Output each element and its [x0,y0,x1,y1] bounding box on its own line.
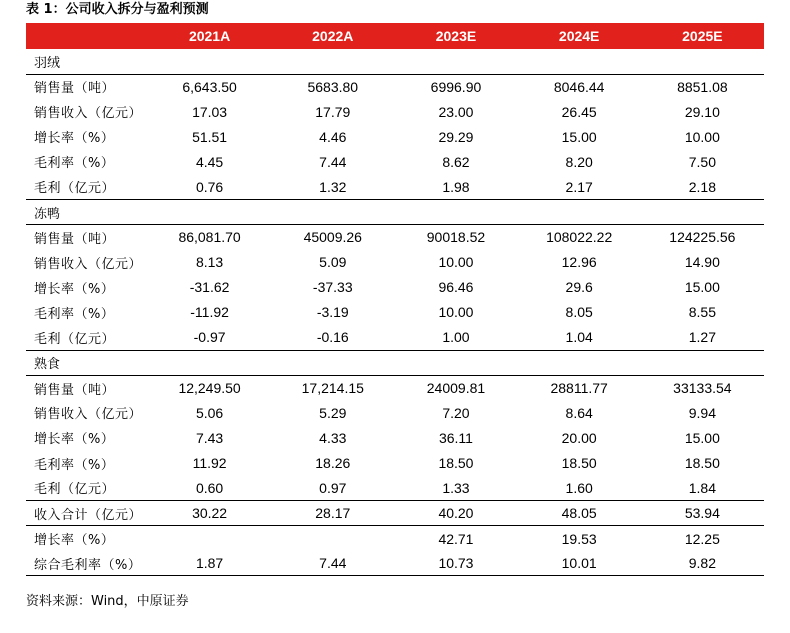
table-cell: 10.00 [438,304,474,321]
table-cell: 108022.22 [546,229,613,246]
table-cell: 0.76 [148,174,271,199]
row-label: 销售量（吨） [34,81,116,97]
table-cell: 10.00 [684,128,720,145]
table-cell: 36.11 [438,429,473,446]
table-cell: 7.20 [442,404,470,421]
table-cell: 15.00 [561,128,597,145]
table-cell: 2.17 [518,174,641,199]
table-row [26,124,764,149]
row-label: 毛利（亿元） [26,325,148,350]
table-row [26,551,764,576]
table-cell: 8.55 [688,304,716,321]
table-row [26,275,764,300]
table-cell: 8.13 [195,254,224,271]
row-label: 销售收入（亿元） [34,256,143,272]
table-cell: 8851.08 [677,78,728,95]
table-cell: 1.04 [518,325,641,350]
table-cell: 6996.90 [430,78,482,95]
column-header: 2021A [148,23,271,49]
table-cell: 28.17 [271,501,394,526]
row-label: 增长率（%） [34,281,115,297]
table-cell: 8046.44 [553,78,605,95]
table-cell: 17.79 [315,103,351,120]
table-cell: 29.29 [438,128,474,145]
table-row [26,250,764,275]
table-cell: 53.94 [641,501,764,526]
table-cell: 29.10 [684,103,720,120]
table-cell: 24009.81 [426,380,486,397]
table-cell: 7.44 [319,153,347,170]
table-cell: 45009.26 [303,229,362,246]
table-cell: 1.84 [641,476,764,501]
column-header: 2022A [271,23,394,49]
table-cell: 7.50 [688,153,716,170]
table-cell: 10.73 [394,551,517,576]
table-cell: -0.16 [271,325,394,350]
row-label: 销售收入（亿元） [34,106,143,122]
row-label: 收入合计（亿元） [26,501,148,526]
table-cell: 14.90 [684,254,720,271]
table-cell: 1.87 [148,551,271,576]
table-cell: 5.09 [319,254,347,271]
row-label: 毛利率（%） [34,457,115,473]
section-row [26,350,764,375]
table-cell: 18.50 [438,455,474,472]
table-cell: 33133.54 [673,380,732,397]
table-row [26,149,764,174]
table-cell: 86,081.70 [178,229,241,246]
table-row [26,526,764,551]
table-cell: 15.00 [684,279,720,296]
table-cell: 8.05 [565,304,593,321]
table-cell: 4.45 [195,153,224,170]
row-label: 综合毛利率（%） [26,551,148,576]
table-cell: 20.00 [561,429,597,446]
table-cell: 1.00 [394,325,517,350]
table-cell: 42.71 [438,530,474,547]
table-cell: 17.03 [192,103,228,120]
table-cell: 15.00 [684,429,720,446]
row-label: 增长率（%） [34,131,115,147]
table-cell: 5.06 [195,404,224,421]
table-cell: 8.64 [565,404,593,421]
column-header: 2025E [641,23,764,49]
column-header: 2024E [518,23,641,49]
table-cell: 7.43 [195,429,224,446]
row-label: 销售量（吨） [34,231,116,247]
table-cell: 19.53 [561,530,597,547]
column-header: 2023E [394,23,517,49]
table-cell: -31.62 [189,279,230,296]
table-cell: 0.60 [148,476,271,501]
table-cell: 4.46 [319,128,347,145]
header-corner [26,23,148,49]
table-row [26,501,764,526]
table-cell: 30.22 [148,501,271,526]
table-cell: 9.82 [641,551,764,576]
table-cell: -0.97 [148,325,271,350]
table-cell: 1.98 [394,174,517,199]
table-cell: -37.33 [312,279,353,296]
table-cell: 48.05 [518,501,641,526]
row-label: 毛利（亿元） [26,174,148,199]
table-cell: 10.00 [438,254,474,271]
table-cell: 1.33 [394,476,517,501]
table-cell: 18.26 [315,455,351,472]
row-label: 销售量（吨） [34,382,116,398]
table-cell: 26.45 [561,103,597,120]
header-row [26,23,764,49]
row-label: 增长率（%） [34,432,115,448]
table-cell: 17,214.15 [301,380,364,397]
row-label: 毛利率（%） [34,156,115,172]
table-cell: 96.46 [438,279,474,296]
table-cell: 12,249.50 [178,380,241,397]
section-label: 冻鸭 [26,200,764,225]
table-cell: 5683.80 [307,78,359,95]
section-label: 羽绒 [26,49,764,74]
table-cell: 7.44 [271,551,394,576]
table-cell: 124225.56 [669,229,736,246]
table-row [26,476,764,501]
table-cell: 0.97 [271,476,394,501]
forecast-table [26,23,764,576]
table-row [26,425,764,450]
table-cell: 11.92 [192,455,227,472]
table-cell: 9.94 [688,404,716,421]
table-cell: 12.25 [684,530,720,547]
table-cell: 10.01 [518,551,641,576]
table-cell [148,526,271,551]
table-cell: 5.29 [319,404,347,421]
table-cell: 40.20 [394,501,517,526]
table-cell: 1.32 [271,174,394,199]
table-title: 表 1：公司收入拆分与盈利预测 [26,2,209,17]
table-row [26,174,764,199]
table-cell: 6,643.50 [182,78,237,95]
table-row [26,225,764,250]
table-row [26,99,764,124]
table-cell: -11.92 [190,304,229,321]
table-cell: 1.60 [518,476,641,501]
source-note: 资料来源：Wind，中原证券 [26,594,189,609]
table-cell: -3.19 [316,304,349,321]
section-label: 熟食 [26,350,764,375]
table-cell: 8.20 [565,153,593,170]
table-cell [271,526,394,551]
table-cell: 8.62 [442,153,470,170]
row-label: 销售收入（亿元） [34,407,143,423]
table-cell: 28811.77 [550,380,608,397]
table-cell: 2.18 [641,174,764,199]
table-cell: 1.27 [641,325,764,350]
row-label: 增长率（%） [34,533,115,549]
table-row [26,400,764,425]
table-cell: 18.50 [561,455,597,472]
table-cell: 23.00 [438,103,474,120]
row-label: 毛利（亿元） [26,476,148,501]
row-label: 毛利率（%） [34,306,115,322]
table-cell: 29.6 [565,279,593,296]
table-cell: 90018.52 [426,229,486,246]
table-row [26,74,764,99]
section-row [26,200,764,225]
table-row [26,375,764,400]
table-row [26,300,764,325]
section-row [26,49,764,74]
table-cell: 4.33 [319,429,347,446]
table-cell: 18.50 [684,455,720,472]
table-row [26,325,764,350]
table-cell: 12.96 [561,254,597,271]
table-cell: 51.51 [192,128,228,145]
table-row [26,451,764,476]
